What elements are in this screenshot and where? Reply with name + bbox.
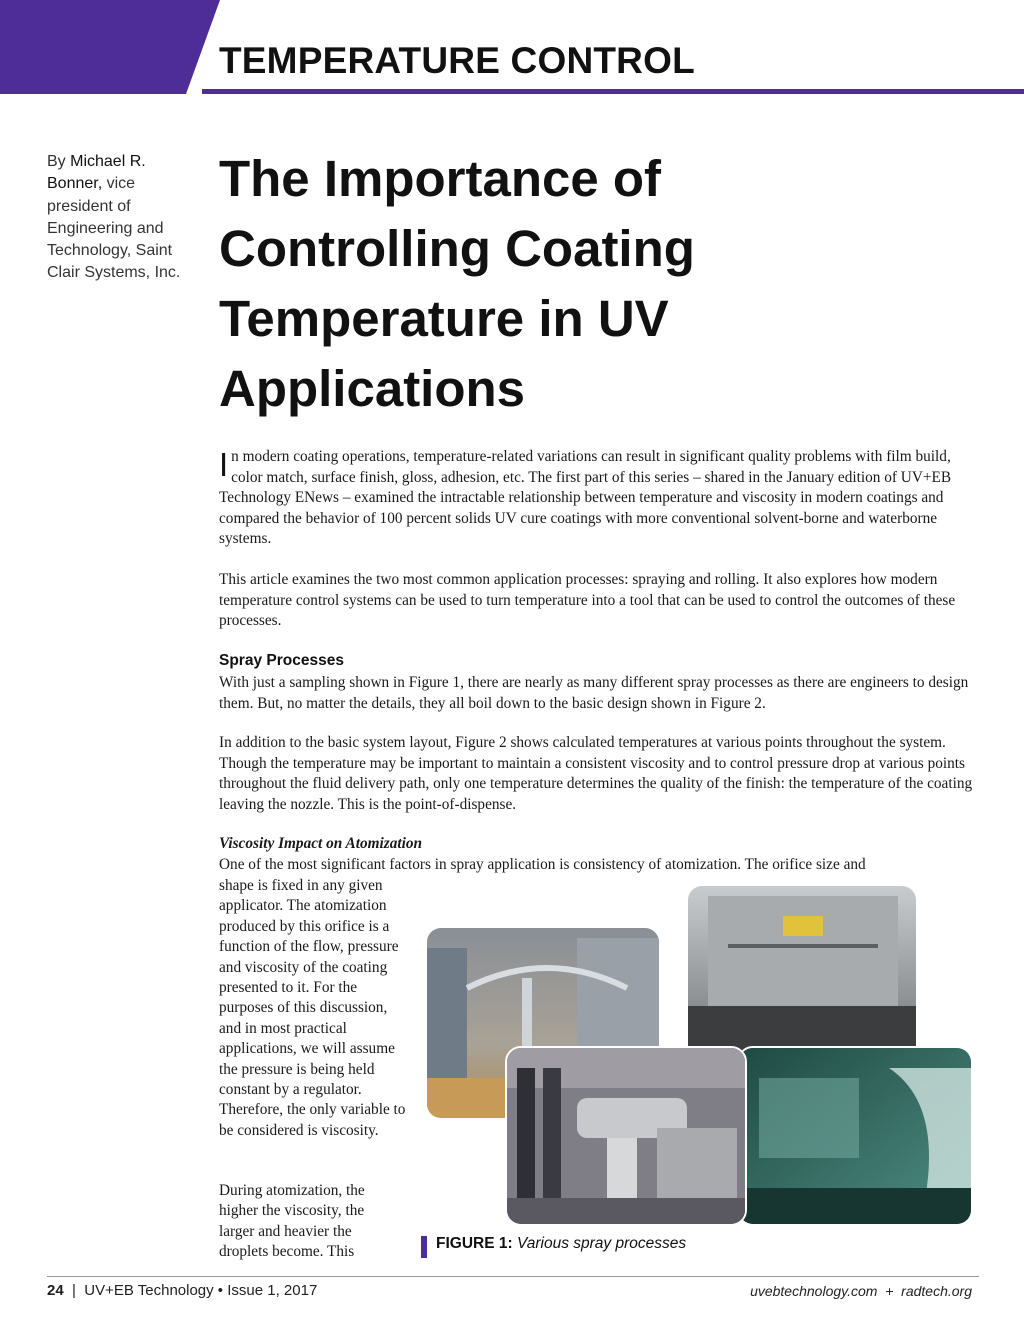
article-headline: The Importance of Controlling Coating Temperature in UV Applications [219,150,695,417]
spray-paragraph-2: In addition to the basic system layout, Figure 2 shows calculated temperatures at various points throughout the system. Though the temperature may be important to maintain a consistent viscosity and to control pressure drop at various points throughout the fluid delivery path, only one temperature determines the quality of the finish: the temperature of the coating leaving the nozzle. This is the point-of-dispense. [219,734,973,813]
page-number: 24 [47,1282,64,1299]
viscosity-column-1: shape is fixed in any given applicator. The atomization produced by this orifice is a function of the flow, pressure and viscosity of the coating presented to it. For the purposes of this discussion, and in most practical applications, we will assume the pressure is being held constant by a regulator. Therefore, the only variable to be considered is viscosity. [219,877,406,1139]
author-role: vice president of Engineering and Technology, Saint Clair Systems, Inc. [47,175,181,282]
viscosity-heading: Viscosity Impact on Atomization [219,835,422,852]
intro-paragraph [219,447,979,550]
author-name: Michael R. Bonner, [47,153,146,193]
footer-websites: uvebtechnology.com + radtech.org [750,1283,972,1299]
header-rule [202,89,1024,94]
footer-rule [47,1276,979,1277]
spray-heading: Spray Processes [219,652,344,669]
footer-publication [47,1282,317,1299]
drop-cap: I [219,446,229,483]
spray-booth-photo-3 [737,1046,973,1226]
spray-paragraph-1: With just a sampling shown in Figure 1, there are nearly as many different spray processes as there are engineers to design them. But, no matter the details, they all boil down to the basic design shown in Figure 2. [219,674,969,712]
figure-label: FIGURE 1: [436,1235,513,1252]
figure-caption-text: Various spray processes [512,1235,687,1252]
publication-info: | UV+EB Technology • Issue 1, 2017 [63,1282,318,1299]
figure-caption [436,1235,686,1253]
viscosity-column-2: During atomization, the higher the viscosity, the larger and heavier the droplets become. This [219,1182,365,1261]
spray-robot-photo [505,1046,747,1226]
byline-prefix: By [47,153,71,170]
spray-booth-photo-2 [686,884,918,1062]
figure-caption-bar [421,1236,427,1258]
intro-text: n modern coating operations, temperature-related variations can result in significant quality problems with film build, color match, surface finish, gloss, adhesion, etc. The first part of this series – shared in the January edition of UV+EB Technology ENews – examined the intractable relationship between temperature and viscosity in modern coatings and compared the behavior of 100 percent solids UV cure coatings with more conventional solvent-borne and waterborne systems. [219,448,952,547]
viscosity-lead: One of the most significant factors in spray application is consistency of atomization. The orifice size and [219,856,866,873]
byline [47,151,197,285]
paragraph-2: This article examines the two most common application processes: spraying and rolling. It also explores how modern temperature control systems can be used to turn temperature into a tool that can be used to control the outcomes of these processes. [219,571,956,629]
section-title: TEMPERATURE CONTROL [219,40,695,81]
header-accent-block [0,0,220,94]
